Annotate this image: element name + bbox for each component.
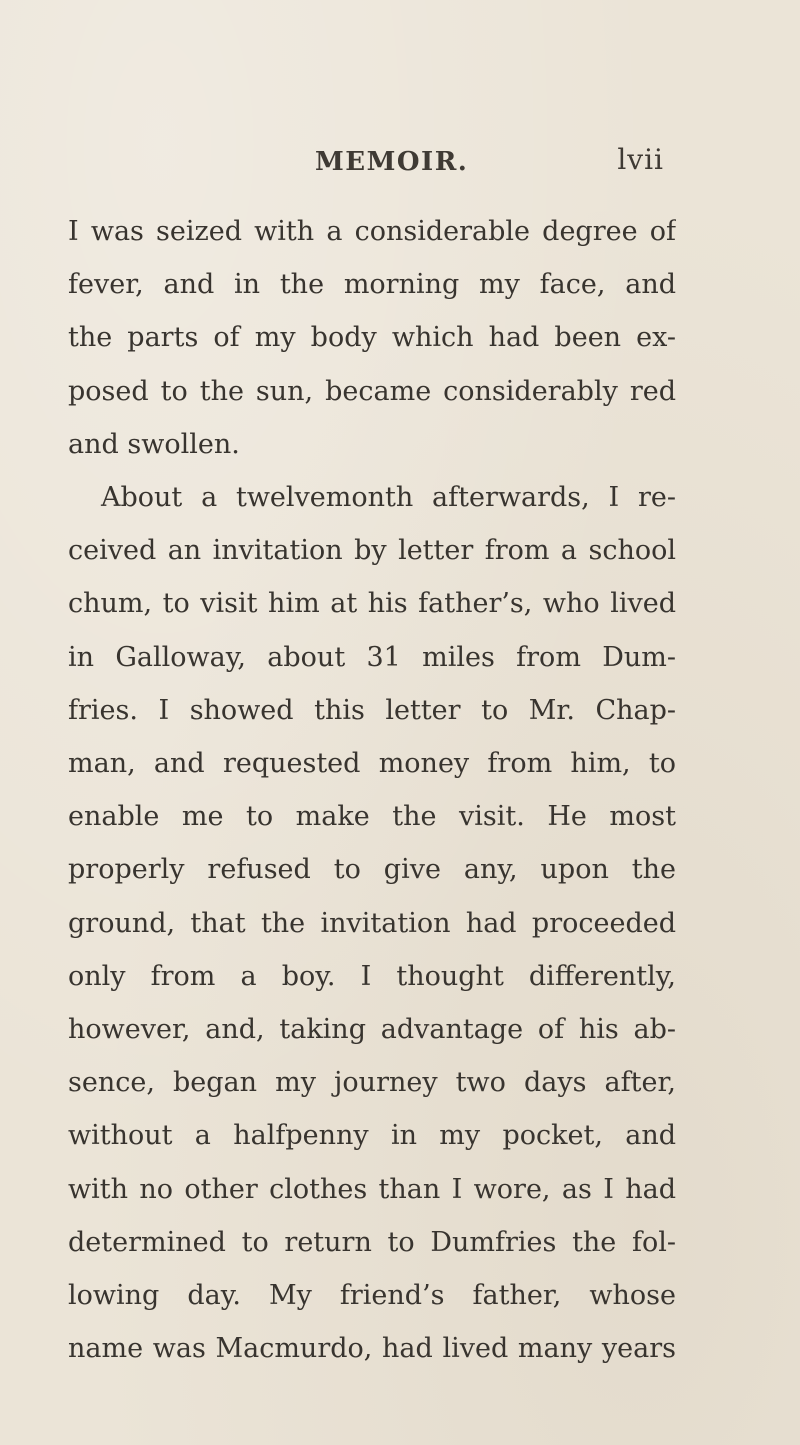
- text-line-14: ground, that the invitation had proceeded: [68, 907, 676, 939]
- text-line-22: name was Macmurdo, had lived many years: [68, 1333, 676, 1365]
- text-line-1: I was seized with a considerable degree of: [68, 216, 676, 247]
- text-line-9: in Galloway, about 31 miles from Dum-: [68, 641, 676, 673]
- text-line-20: determined to return to Dumfries the fol-: [68, 1226, 676, 1258]
- text-line-7: ceived an invitation by letter from a school: [68, 535, 676, 567]
- text-line-6: About a twelvemonth afterwards, I re-: [101, 482, 676, 514]
- text-line-17: sence, began my journey two days after,: [68, 1067, 676, 1099]
- text-line-11: man, and requested money from him, to: [68, 748, 676, 780]
- body-text: [68, 205, 676, 1375]
- text-line-2: fever, and in the morning my face, and: [68, 269, 676, 301]
- text-line-3: the parts of my body which had been ex-: [68, 322, 676, 354]
- text-line-18: without a halfpenny in my pocket, and: [68, 1120, 676, 1152]
- text-line-8: chum, to visit him at his father’s, who lived: [68, 588, 676, 620]
- text-line-15: only from a boy. I thought differently,: [68, 960, 676, 992]
- page-header: [258, 140, 690, 190]
- page-number: lvii: [617, 143, 664, 176]
- text-line-19: with no other clothes than I wore, as I had: [68, 1173, 676, 1205]
- text-line-4: posed to the sun, became considerably red: [68, 375, 676, 407]
- text-line-12: enable me to make the visit. He most: [68, 801, 676, 833]
- text-line-10: fries. I showed this letter to Mr. Chap-: [68, 694, 676, 726]
- running-title: MEMOIR.: [315, 147, 469, 177]
- text-line-16: however, and, taking advantage of his ab-: [68, 1014, 676, 1046]
- text-line-5: and swollen.: [68, 428, 240, 460]
- text-line-13: properly refused to give any, upon the: [68, 854, 676, 886]
- text-line-21: lowing day. My friend’s father, whose: [68, 1280, 676, 1312]
